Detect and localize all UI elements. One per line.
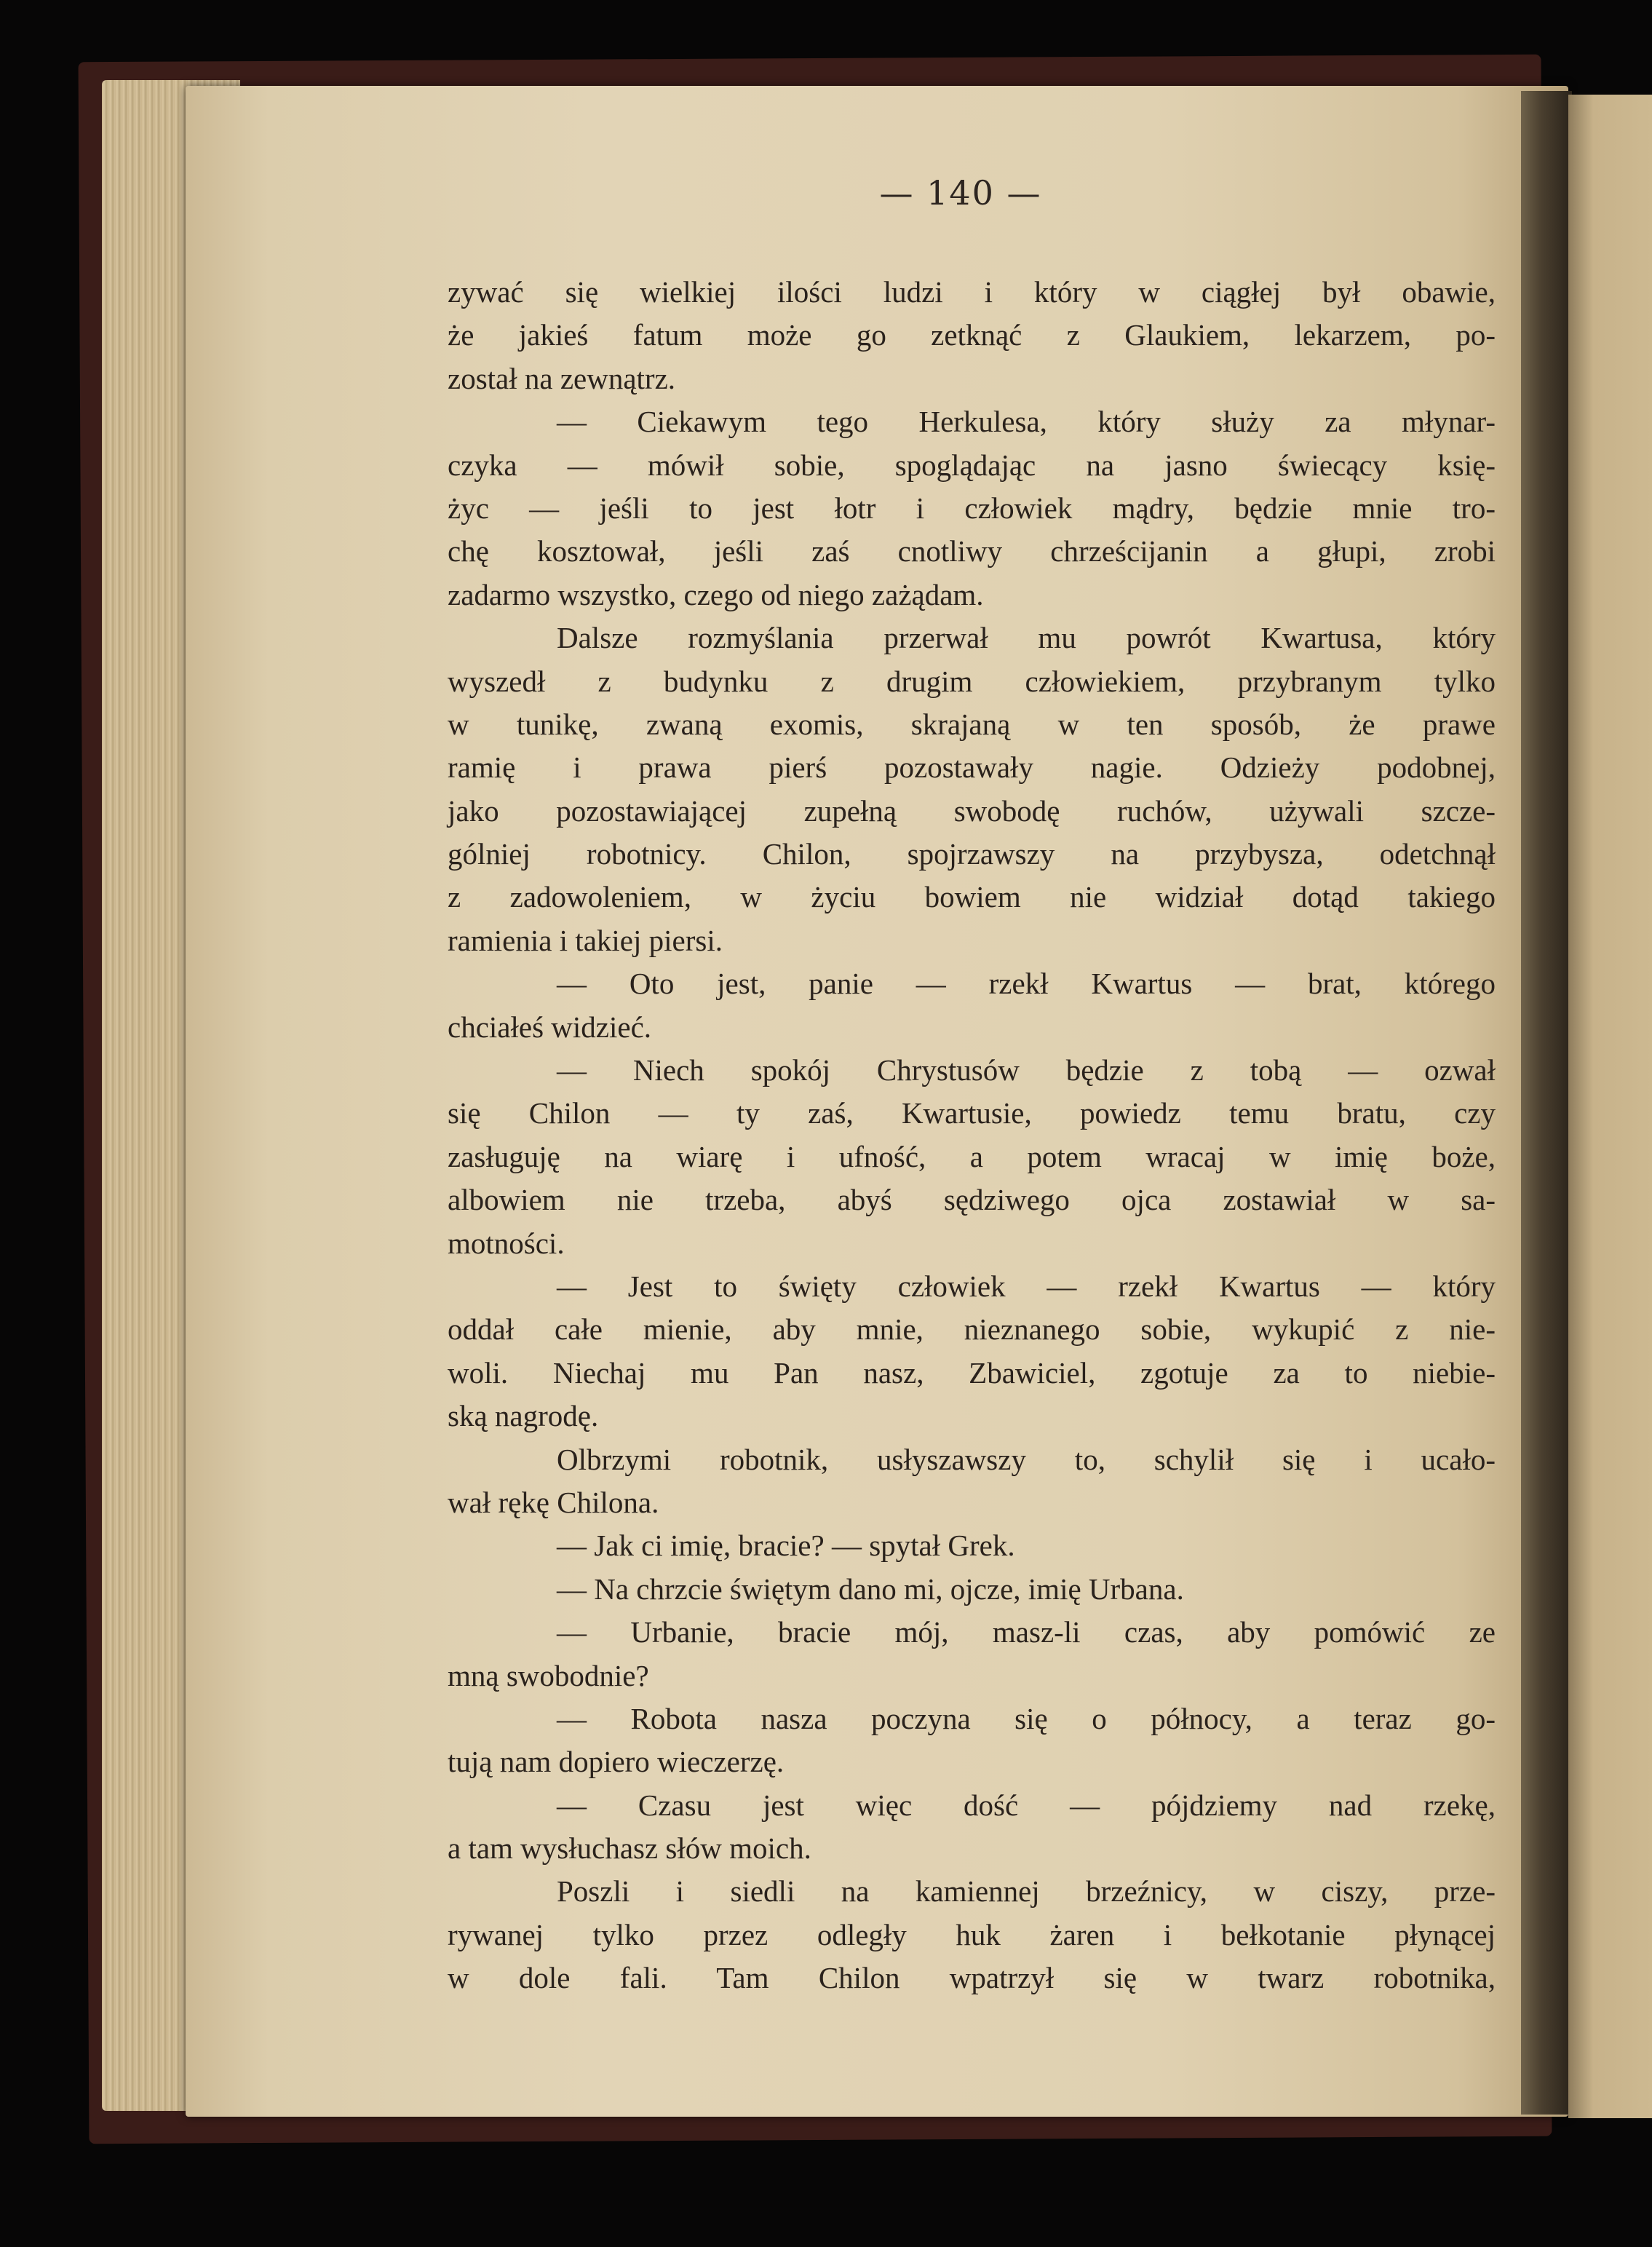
page-number: — 140 — <box>879 173 1042 213</box>
text-line: gólniej robotnicy. Chilon, spojrzawszy na przybysza, odetchnął <box>448 837 1496 871</box>
book-gutter <box>1521 91 1572 2115</box>
text-line: — Jak ci imię, bracie? — spytał Grek. <box>557 1529 1015 1563</box>
text-line: oddał całe mienie, aby mnie, nieznanego sobie, wykupić z nie- <box>448 1312 1496 1347</box>
text-line: zasługuję na wiarę i ufność, a potem wracaj w imię boże, <box>448 1139 1496 1173</box>
text-line: mną swobodnie? <box>448 1658 649 1692</box>
text-line: — Urbanie, bracie mój, masz-li czas, aby pomówić ze <box>557 1615 1496 1649</box>
text-line: albowiem nie trzeba, abyś sędziwego ojca zostawiał w sa- <box>448 1183 1496 1217</box>
text-line: wyszedł z budynku z drugim człowiekiem, przybranym tylko <box>448 664 1496 698</box>
text-line: czyka — mówił sobie, spoglądając na jasno świecący księ- <box>448 448 1496 482</box>
text-line: — Jest to święty człowiek — rzekł Kwartus — który <box>557 1269 1496 1303</box>
text-line: wał rękę Chilona. <box>448 1485 659 1519</box>
facing-page-edge <box>1568 95 1652 2118</box>
text-line: Olbrzymi robotnik, usłyszawszy to, schylił się i ucało- <box>557 1442 1496 1476</box>
text-line: — Czasu jest więc dość — pójdziemy nad rzekę, <box>557 1788 1496 1822</box>
text-line: Poszli i siedli na kamiennej brzeźnicy, w ciszy, prze- <box>557 1874 1496 1909</box>
text-line: rywanej tylko przez odległy huk żaren i bełkotanie płynącej <box>448 1917 1496 1951</box>
text-line: — Ciekawym tego Herkulesa, który służy za młynar- <box>557 405 1496 439</box>
text-line: w tunikę, zwaną exomis, skrajaną w ten sposób, że prawe <box>448 707 1496 741</box>
text-line: tują nam dopiero wieczerzę. <box>448 1745 785 1779</box>
text-line: chę kosztował, jeśli zaś cnotliwy chrześcijanin a głupi, zrobi <box>448 534 1496 568</box>
text-line: — Robota nasza poczyna się o północy, a teraz go- <box>557 1701 1496 1735</box>
text-line: z zadowoleniem, w życiu bowiem nie widział dotąd takiego <box>448 880 1496 914</box>
text-line: woli. Niechaj mu Pan nasz, Zbawiciel, zgotuje za to niebie- <box>448 1355 1496 1390</box>
text-line: chciałeś widzieć. <box>448 1010 652 1044</box>
text-line: się Chilon — ty zaś, Kwartusie, powiedz temu bratu, czy <box>448 1096 1496 1130</box>
text-line: — Oto jest, panie — rzekł Kwartus — brat, którego <box>557 967 1496 1001</box>
text-line: ramienia i takiej piersi. <box>448 923 723 957</box>
text-line: życ — jeśli to jest łotr i człowiek mądry, będzie mnie tro- <box>448 491 1496 525</box>
text-line: a tam wysłuchasz słów moich. <box>448 1831 811 1866</box>
text-line: został na zewnątrz. <box>448 361 676 395</box>
text-line: ramię i prawa pierś pozostawały nagie. Odzieży podobnej, <box>448 750 1496 785</box>
text-line: zywać się wielkiej ilości ludzi i który w ciągłej był obawie, <box>448 275 1496 309</box>
text-line: — Na chrzcie świętym dano mi, ojcze, imię Urbana. <box>557 1572 1184 1606</box>
text-line: motności. <box>448 1226 565 1260</box>
text-line: jako pozostawiającej zupełną swobodę ruchów, używali szcze- <box>448 793 1496 828</box>
text-line: ską nagrodę. <box>448 1399 599 1433</box>
body-text <box>448 271 1496 2000</box>
text-line: Dalsze rozmyślania przerwał mu powrót Kwartusa, który <box>557 621 1496 655</box>
text-line: w dole fali. Tam Chilon wpatrzył się w twarz robotnika, <box>448 1961 1496 1995</box>
text-line: — Niech spokój Chrystusów będzie z tobą — ozwał <box>557 1053 1496 1087</box>
text-line: że jakieś fatum może go zetknąć z Glaukiem, lekarzem, po- <box>448 318 1496 352</box>
text-line: zadarmo wszystko, czego od niego zażądam. <box>448 577 984 611</box>
